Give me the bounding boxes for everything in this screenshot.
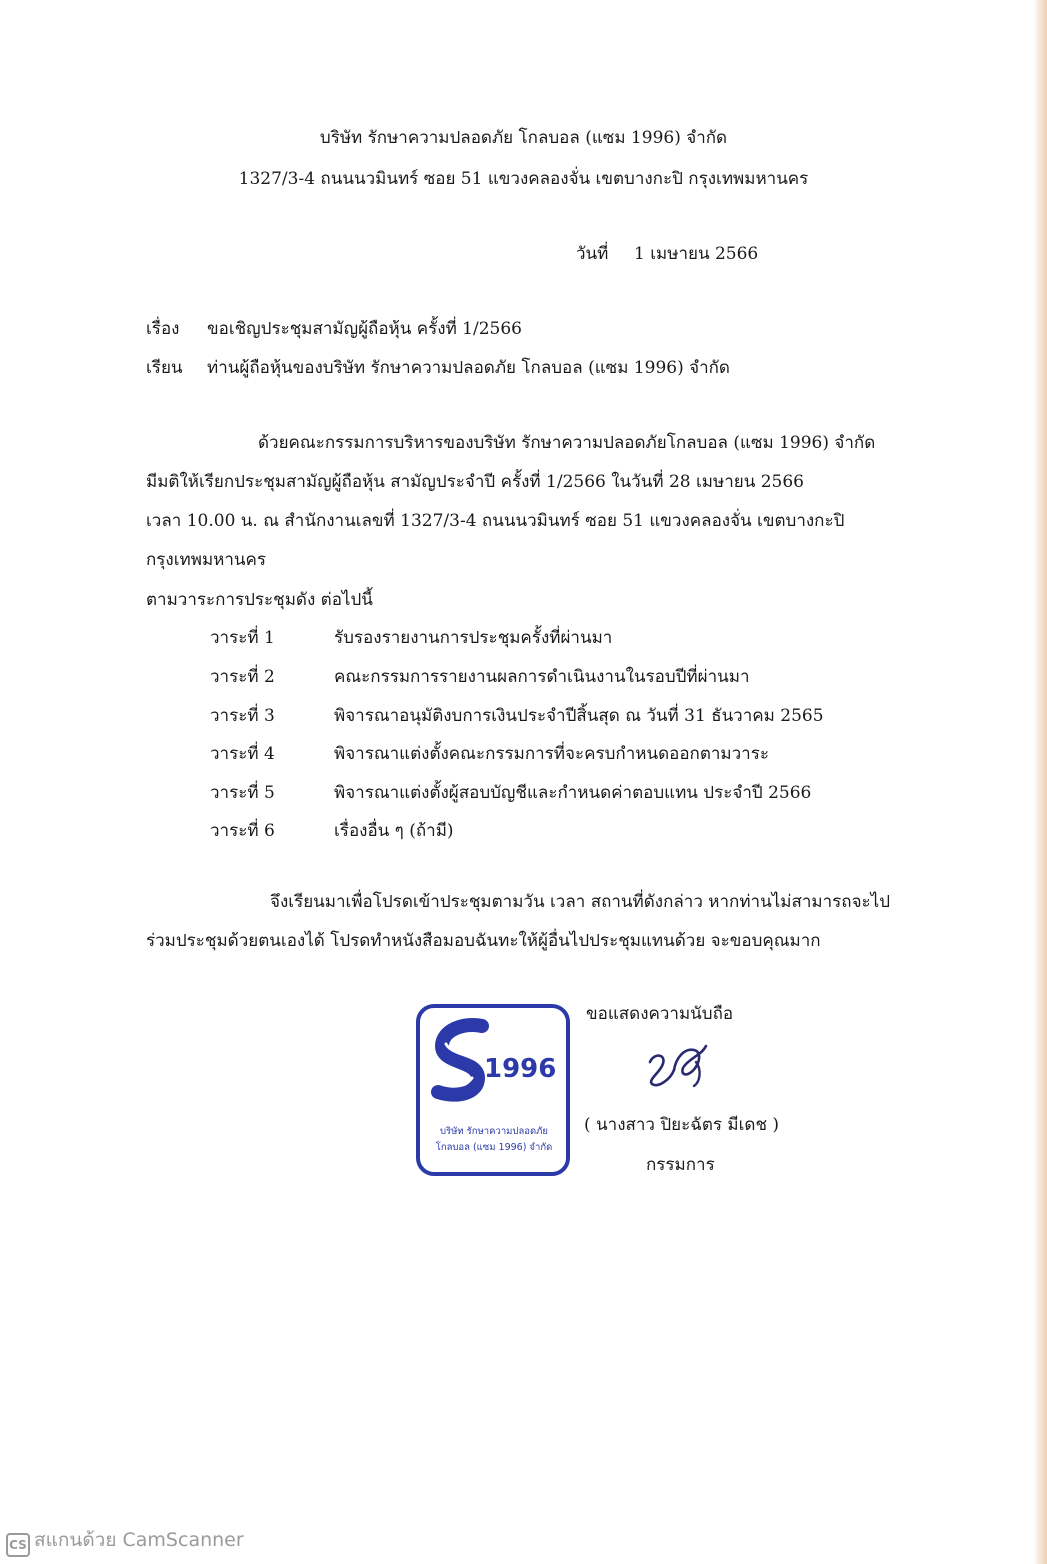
stamp-text-line: บริษัท รักษาความปลอดภัย <box>440 1126 548 1137</box>
company-name: บริษัท รักษาความปลอดภัย โกลบอล (แซม 1996) จำกัด <box>319 128 728 148</box>
date-value: 1 เมษายน 2566 <box>634 244 759 264</box>
signer-name: ( นางสาว ปิยะฉัตร มีเดช ) <box>584 1115 780 1135</box>
page-edge-shadow <box>1033 0 1047 1564</box>
agenda-label: วาระที่ 3 <box>210 706 275 726</box>
company-address: 1327/3-4 ถนนนวมินทร์ ซอย 51 แขวงคลองจั่น เขตบางกะปิ กรุงเทพมหานคร <box>238 169 809 189</box>
body-line: ตามวาระการประชุมดัง ต่อไปนี้ <box>146 590 373 610</box>
agenda-label: วาระที่ 4 <box>210 744 275 764</box>
recipient-text: ท่านผู้ถือหุ้นของบริษัท รักษาความปลอดภัย โกลบอล (แซม 1996) จำกัด <box>207 358 730 378</box>
agenda-item: พิจารณาแต่งตั้งผู้สอบบัญชีและกำหนดค่าตอบแทน ประจำปี 2566 <box>334 783 812 803</box>
regards-text: ขอแสดงความนับถือ <box>586 1004 734 1024</box>
signature-image <box>640 1040 730 1092</box>
date-label: วันที่ <box>576 244 609 264</box>
agenda-item: รับรองรายงานการประชุมครั้งที่ผ่านมา <box>334 628 613 648</box>
stamp-text-line: โกลบอล (แซม 1996) จำกัด <box>435 1142 553 1153</box>
agenda-label: วาระที่ 2 <box>210 667 275 687</box>
body-line: เวลา 10.00 น. ณ สำนักงานเลขที่ 1327/3-4 ถนนนวมินทร์ ซอย 51 แขวงคลองจั่น เขตบางกะปิ <box>146 511 845 531</box>
agenda-item: พิจารณาแต่งตั้งคณะกรรมการที่จะครบกำหนดออกตามวาระ <box>334 744 769 764</box>
agenda-item: คณะกรรมการรายงานผลการดำเนินงานในรอบปีที่ผ่านมา <box>334 667 750 687</box>
body-line: มีมติให้เรียกประชุมสามัญผู้ถือหุ้น สามัญประจำปี ครั้งที่ 1/2566 ในวันที่ 28 เมษายน 2566 <box>146 472 805 492</box>
company-stamp <box>416 1004 570 1176</box>
scanner-watermark-text: สแกนด้วย CamScanner <box>34 1529 244 1551</box>
subject-label: เรื่อง <box>146 319 180 339</box>
closing-line: ร่วมประชุมด้วยตนเองได้ โปรดทำหนังสือมอบฉันทะให้ผู้อื่นไปประชุมแทนด้วย จะขอบคุณมาก <box>146 931 821 951</box>
body-line: กรุงเทพมหานคร <box>146 550 267 570</box>
subject-text: ขอเชิญประชุมสามัญผู้ถือหุ้น ครั้งที่ 1/2566 <box>207 319 522 339</box>
body-line: ด้วยคณะกรรมการบริหารของบริษัท รักษาความปลอดภัยโกลบอล (แซม 1996) จำกัด <box>258 433 876 453</box>
recipient-label: เรียน <box>146 358 183 378</box>
agenda-label: วาระที่ 5 <box>210 783 275 803</box>
closing-line: จึงเรียนมาเพื่อโปรดเข้าประชุมตามวัน เวลา สถานที่ดังกล่าว หากท่านไม่สามารถจะไป <box>270 892 891 912</box>
agenda-item: เรื่องอื่น ๆ (ถ้ามี) <box>334 821 454 841</box>
stamp-year: 1996 <box>484 1054 557 1084</box>
camscanner-logo-icon: CS <box>6 1533 30 1557</box>
agenda-label: วาระที่ 1 <box>210 628 275 648</box>
agenda-label: วาระที่ 6 <box>210 821 275 841</box>
agenda-item: พิจารณาอนุมัติงบการเงินประจำปีสิ้นสุด ณ วันที่ 31 ธันวาคม 2565 <box>334 706 824 726</box>
signer-position: กรรมการ <box>646 1155 715 1175</box>
scanner-watermark <box>6 1528 244 1557</box>
